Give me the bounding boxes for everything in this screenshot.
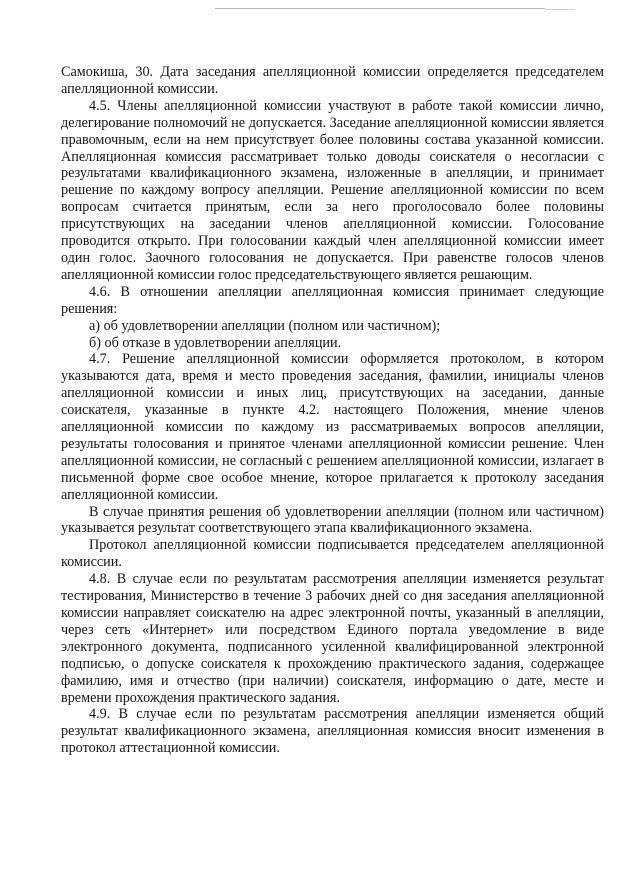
list-item-a: а) об удовлетворении апелляции (полном или частичном); xyxy=(89,317,441,334)
list-item-b: б) об отказе в удовлетворении апелляции. xyxy=(89,334,342,351)
paragraph-4-7: 4.7. Решение апелляционной комиссии оформляется протоколом, в котором указываются дата, время и место проведения заседания, фамилии, инициалы членов апелляционной комиссии и иных лиц, присутствующих на заседании, данные соискателя, указанные в пункте 4.2. настоящего Положения, мнение членов апелляционной комиссии по каждому из рассматриваемых вопросов апелляции, результаты голосования и принятое членами апелляционной комиссии решение. Член апелляционной комиссии, не согласный с решением апелляционной комиссии, излагает в письменной форме свое особое мнение, которое прилагается к протоколу заседания апелляционной комиссии. xyxy=(61,351,604,503)
paragraph-4-5: 4.5. Члены апелляционной комиссии участвуют в работе такой комиссии лично, делегирование полномочий не допускается. Заседание апелляционной комиссии является правомочным, если на нем присутствует более половины состава указанной комиссии. Апелляционная комиссия рассматривает только доводы соискателя о несогласии с результатами квалификационного экзамена, изложенные в апелляции, и принимает решение по каждому вопросу апелляции. Решение апелляционной комиссии по всем вопросам считается принятым, если за него проголосовало более половины присутствующих на заседании членов апелляционной комиссии. Голосование проводится открыто. При голосовании каждый член апелляционной комиссии имеет один голос. Заочного голосования не допускается. При равенстве голосов членов апелляционной комиссии голос председательствующего является решающим. xyxy=(61,97,604,283)
paragraph-4-9: 4.9. В случае если по результатам рассмотрения апелляции изменяется общий результат квалификационного экзамена, апелляционная комиссия вносит изменения в протокол аттестационной комиссии. xyxy=(61,706,604,757)
paragraph-4-8: 4.8. В случае если по результатам рассмотрения апелляции изменяется результат тестирования, Министерство в течение 3 рабочих дней со дня заседания апелляционной комиссии направляет соискателю на адрес электронной почты, указанный в апелляции, через сеть «Интернет» или посредством Единого портала уведомление в виде электронного документа, подписанного усиленной квалифицированной электронной подписью, о допуске соискателя к прохождению практического задания, содержащее фамилию, имя и отчество (при наличии) соискателя, информацию о дате, месте и времени прохождения практического задания. xyxy=(61,571,604,706)
paragraph-continuation: Самокиша, 30. Дата заседания апелляционной комиссии определяется председателем апелляционной комиссии. xyxy=(61,64,604,97)
scan-edge-line xyxy=(215,8,545,9)
paragraph-4-7-signature: Протокол апелляционной комиссии подписывается председателем апелляционной комиссии. xyxy=(61,537,604,571)
paragraph-4-7-satisfaction: В случае принятия решения об удовлетворении апелляции (полном или частичном) указывается результат соответствующего этапа квалификационного экзамена. xyxy=(61,503,604,537)
paragraph-4-6: 4.6. В отношении апелляции апелляционная комиссия принимает следующие решения: xyxy=(61,283,604,317)
scan-edge-line xyxy=(545,9,575,10)
document-body xyxy=(61,64,604,757)
